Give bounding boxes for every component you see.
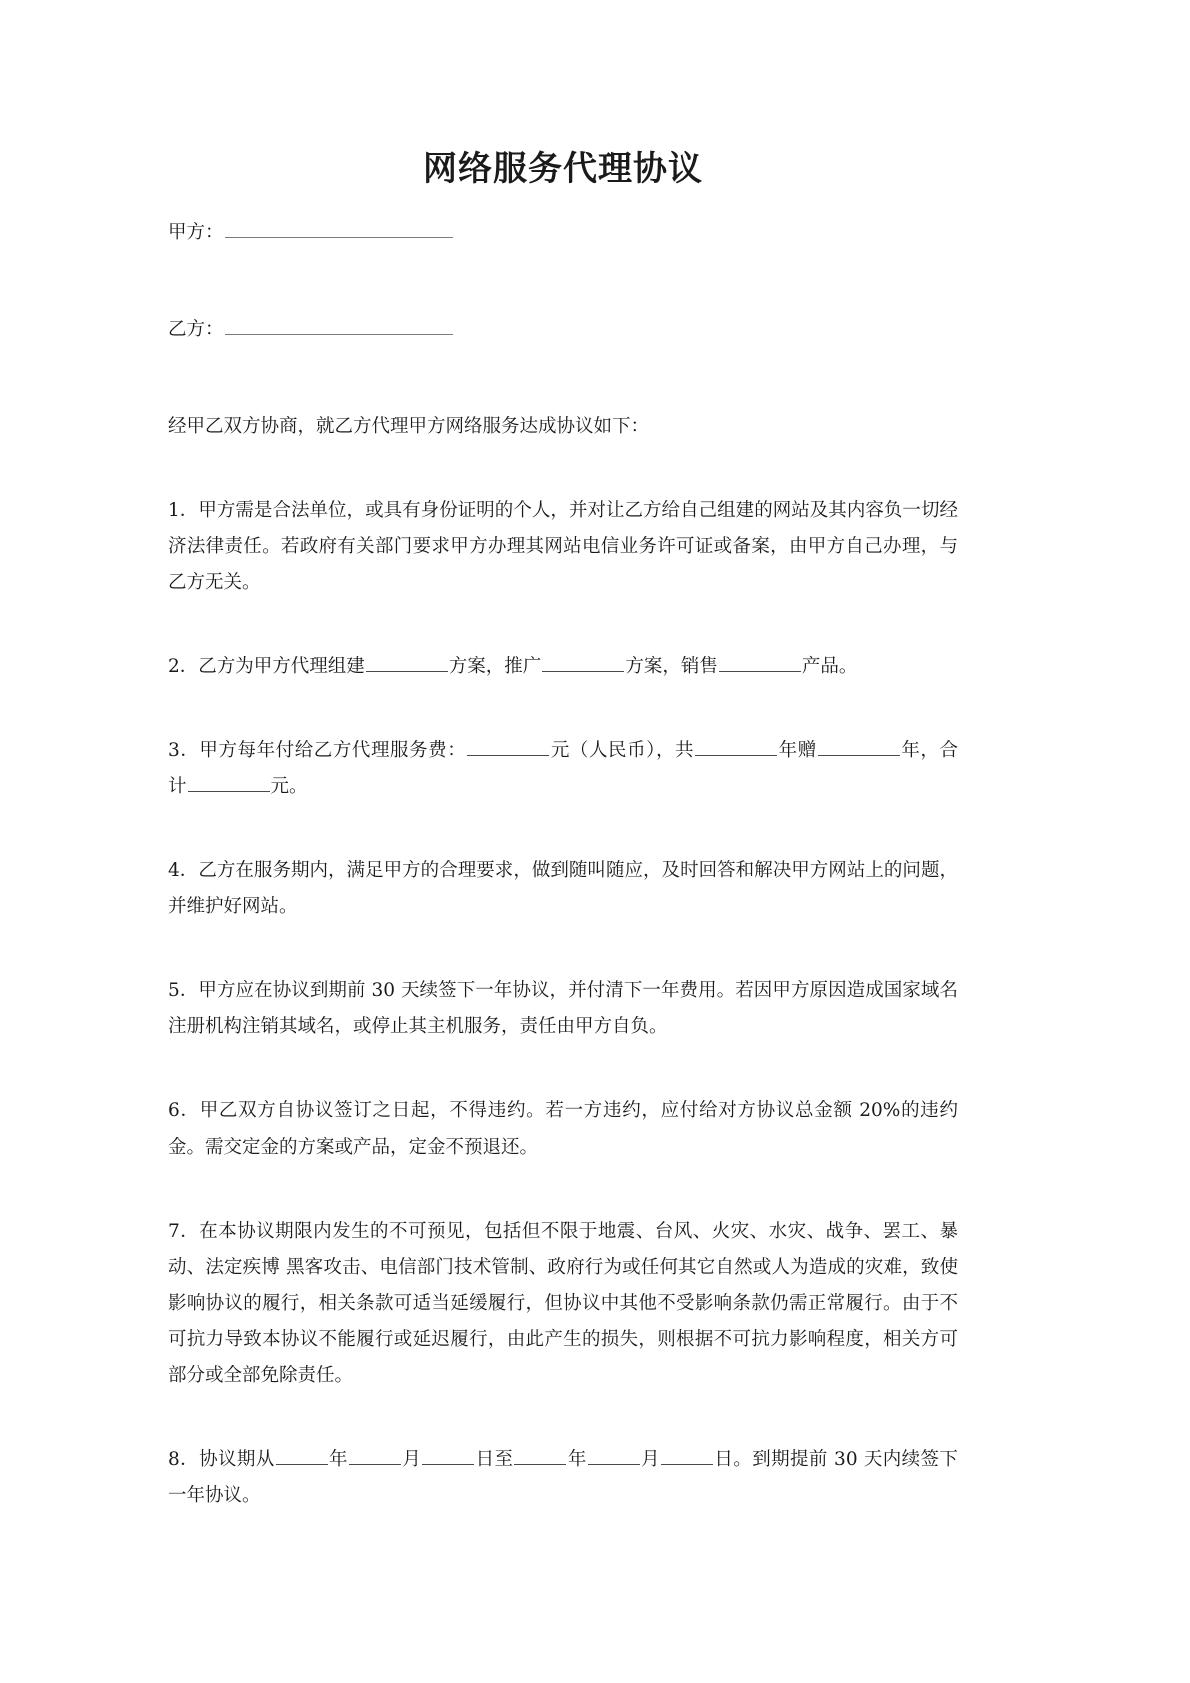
clause-7-text: 在本协议期限内发生的不可预见，包括但不限于地震、台风、火灾、水灾、战争、罢工、暴动、法定疾博 黑客攻击、电信部门技术管制、政府行为或任何其它自然或人为造成的灾难，致使影响协议的履行，相关条款可适当延缓履行，但协议中其他不受影响条款仍需正常履行。由于不可抗力导致本协议不能履行或延迟履行，由此产生的损失，则根据不可抗力影响程度，相关方可部分或全部免除责任。	[168, 1220, 958, 1386]
clause-2-blank-2[interactable]	[542, 652, 624, 672]
clause-3-seg-0: 甲方每年付给乙方代理服务费：	[199, 740, 467, 762]
clause-4-number: 4．	[168, 860, 199, 882]
party-b-block	[168, 312, 958, 347]
page-title: 网络服务代理协议	[423, 149, 703, 189]
party-b-blank[interactable]	[225, 314, 453, 334]
document-content	[168, 0, 958, 1514]
clause-2-number: 2．	[168, 656, 199, 678]
clause-3-seg-4: 元。	[270, 776, 308, 798]
clause-3-seg-1: 元（人民币），共	[550, 740, 695, 762]
clause-8-seg-3: 日至	[475, 1448, 514, 1470]
party-a-blank[interactable]	[225, 217, 453, 237]
intro-paragraph: 经甲乙双方协商，就乙方代理甲方网络服务达成协议如下：	[168, 415, 650, 437]
clause-8-blank-end-day[interactable]	[661, 1444, 713, 1464]
clause-6	[168, 1045, 958, 1165]
clause-8-number: 8．	[168, 1448, 200, 1470]
clause-2-seg-3: 产品。	[801, 656, 858, 678]
clause-8-seg-1: 年	[328, 1448, 348, 1470]
clause-3-blank-1[interactable]	[467, 736, 549, 756]
clause-8-seg-4: 年	[567, 1448, 587, 1470]
clause-4-text: 乙方在服务期内，满足甲方的合理要求，做到随叫随应，及时回答和解决甲方网站上的问题，并维护好网站。	[168, 860, 958, 918]
clause-5-number: 5．	[168, 980, 199, 1002]
clause-8-blank-start-month[interactable]	[349, 1444, 401, 1464]
clause-8-seg-0: 协议期从	[199, 1448, 275, 1470]
clause-2	[168, 601, 958, 685]
clause-7-number: 7．	[168, 1220, 200, 1242]
clause-1-number: 1．	[168, 499, 199, 521]
party-b-line	[168, 312, 958, 347]
clause-8-blank-end-month[interactable]	[588, 1444, 640, 1464]
clause-6-text: 甲乙双方自协议签订之日起，不得违约。若一方违约，应付给对方协议总金额 20%的违约金。需交定金的方案或产品，定金不预退还。	[168, 1100, 958, 1158]
clause-6-number: 6．	[168, 1100, 200, 1122]
clause-1-text: 甲方需是合法单位，或具有身份证明的个人，并对让乙方给自己组建的网站及其内容负一切经济法律责任。若政府有关部门要求甲方办理其网站电信业务许可证或备案，由甲方自己办理，与乙方无关。	[168, 499, 958, 593]
clause-3-blank-4[interactable]	[188, 772, 270, 792]
party-a-line	[168, 215, 958, 250]
clause-2-blank-1[interactable]	[366, 652, 448, 672]
clause-5	[168, 925, 958, 1045]
clause-4	[168, 805, 958, 925]
clause-2-blank-3[interactable]	[719, 652, 801, 672]
clause-3-blank-2[interactable]	[695, 736, 777, 756]
clause-8-blank-start-year[interactable]	[276, 1444, 328, 1464]
clause-7	[168, 1166, 958, 1394]
clause-3-seg-3: 年，合计	[168, 740, 958, 798]
clause-3-number: 3．	[168, 740, 200, 762]
party-a-label: 甲方：	[168, 221, 224, 243]
clause-8-seg-2: 月	[401, 1448, 422, 1470]
clause-8-blank-start-day[interactable]	[422, 1444, 474, 1464]
clause-8	[168, 1394, 958, 1514]
clause-3-blank-3[interactable]	[818, 736, 900, 756]
clause-2-seg-0: 乙方为甲方代理组建	[198, 656, 365, 678]
clause-2-seg-2: 方案，销售	[625, 656, 718, 678]
clause-8-seg-5: 月	[640, 1448, 661, 1470]
clause-8-seg-6: 日。到期提前 30 天内续签下一年协议。	[168, 1448, 958, 1506]
clause-1	[168, 445, 958, 601]
clause-3	[168, 685, 958, 805]
party-b-label: 乙方：	[168, 318, 224, 340]
party-a-block	[168, 215, 958, 250]
clause-5-text: 甲方应在协议到期前 30 天续签下一年协议，并付清下一年费用。若因甲方原因造成国家域名注册机构注销其域名，或停止其主机服务，责任由甲方自负。	[168, 980, 958, 1038]
clause-3-seg-2: 年赠	[778, 740, 817, 762]
clause-8-blank-end-year[interactable]	[514, 1444, 566, 1464]
clause-2-seg-1: 方案，推广	[448, 656, 542, 678]
